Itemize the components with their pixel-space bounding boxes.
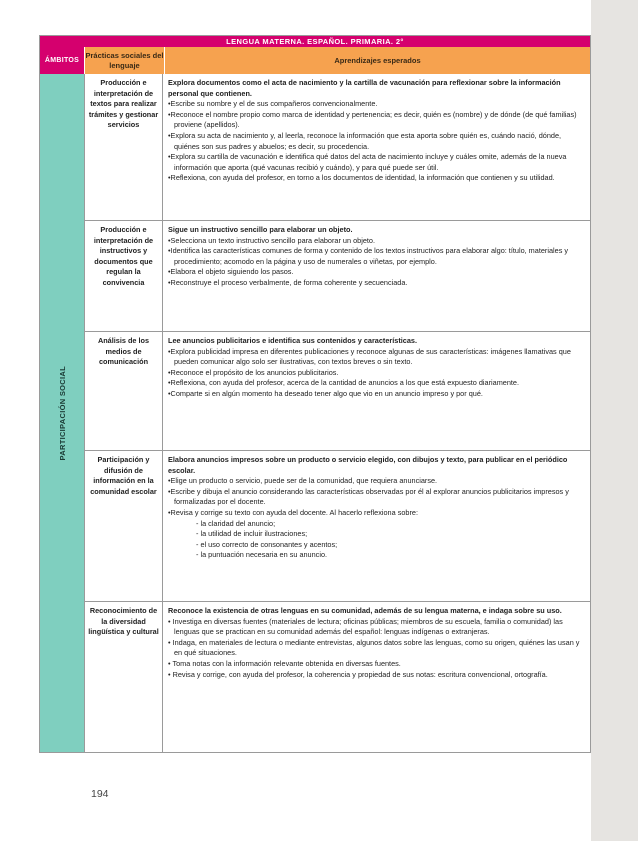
aprendizaje-item: • Revisa y corrige, con ayuda del profesor, la coherencia y propiedad de sus notas: escritura convencional, ortografía. — [168, 669, 548, 679]
aprendizaje-item: •Elige un producto o servicio, puede ser de la comunidad, que requiera anunciarse. — [168, 476, 438, 486]
table-header-row — [40, 47, 590, 74]
practica-cell: Reconocimiento de la diversidad lingüística y cultural — [85, 602, 163, 752]
page-number: 194 — [91, 788, 109, 800]
aprendizaje-item: •Elabora el objeto siguiendo los pasos. — [168, 267, 294, 277]
table-title: LENGUA MATERNA. ESPAÑOL. PRIMARIA. 2° — [40, 36, 590, 47]
aprendizaje-item: •Escribe y dibuja el anuncio considerando las características observadas por él al explorar anuncios publicitarios impresos y formalizadas por el docente. — [168, 486, 569, 507]
aprendizaje-item: • Indaga, en materiales de lectura o mediante entrevistas, algunos datos sobre las lenguas, como su origen, quiénes las usan y en qué situaciones. — [168, 637, 580, 658]
curriculum-table — [39, 35, 591, 753]
header-ambitos: ÁMBITOS — [40, 47, 84, 74]
aprendizaje-item: •Identifica las características comunes de forma y contenido de los textos instructivos para elaborar algo: título, materiales y procedimiento; acomodo en la página y uso de numerales o viñetas, por ejemplo. — [168, 246, 569, 266]
aprendizaje-lead: Reconoce la existencia de otras lenguas en su comunidad, además de su lengua materna, e indaga sobre su uso. — [168, 606, 562, 615]
header-aprendizajes: Aprendizajes esperados — [164, 47, 590, 74]
table-row — [85, 602, 590, 752]
aprendizaje-item: •Reflexiona, con ayuda del profesor, acerca de la cantidad de anuncios a los que está expuesto diariamente. — [168, 378, 520, 388]
aprendizaje-subitem: - la puntuación necesaria en su anuncio. — [196, 550, 328, 560]
aprendizaje-item: •Explora su cartilla de vacunación e identifica qué datos del acta de nacimiento incluye y cuáles omite, además de la nueva información que aporta (qué vacunas recibió y cuándo), y para qué puede ser útil. — [168, 152, 567, 172]
aprendizaje-lead: Elabora anuncios impresos sobre un producto o servicio elegido, con dibujos y texto, para publicar en el periódico escolar. — [168, 455, 568, 475]
aprendizaje-item: •Comparte si en algún momento ha deseado tener algo que vio en un anuncio impreso y por qué. — [168, 388, 483, 398]
aprendizaje-subitem: - el uso correcto de consonantes y acentos; — [196, 539, 338, 549]
aprendizaje-item: •Selecciona un texto instructivo sencillo para elaborar un objeto. — [168, 235, 375, 245]
aprendizaje-item: •Explora su acta de nacimiento y, al leerla, reconoce la información que esta aporta sobre quién es, cuándo nació, dónde, quiénes son sus padres y abuelos; es decir, su procedencia. — [168, 130, 562, 151]
aprendizaje-item: •Revisa y corrige su texto con ayuda del docente. Al hacerlo reflexiona sobre: — [168, 507, 418, 517]
table-rows — [85, 74, 590, 752]
aprendizaje-subitem: - la claridad del anuncio; — [196, 518, 276, 528]
aprendizaje-cell — [163, 221, 590, 331]
practica-cell: Análisis de los medios de comunicación — [85, 332, 163, 450]
practica-cell: Producción e interpretación de instructivos y documentos que regulan la convivencia — [85, 221, 163, 331]
aprendizaje-lead: Sigue un instructivo sencillo para elaborar un objeto. — [168, 225, 353, 234]
aprendizaje-item: •Reconstruye el proceso verbalmente, de forma coherente y secuenciada. — [168, 277, 408, 287]
side-margin-strip — [591, 0, 638, 841]
aprendizaje-cell — [163, 74, 590, 220]
table-row — [85, 221, 590, 332]
aprendizaje-item: • Investiga en diversas fuentes (materiales de lectura; oficinas públicas; miembros de su escuela, familia o comunidad) las lenguas que se practican en su comunidad además del español: lenguas indígenas o extranjeras. — [168, 616, 563, 637]
table-row — [85, 451, 590, 602]
aprendizaje-item: •Reflexiona, con ayuda del profesor, en torno a los documentos de identidad, la información que contienen y su utilidad. — [168, 173, 555, 183]
ambito-column — [40, 74, 85, 752]
aprendizaje-item: •Reconoce el propósito de los anuncios publicitarios. — [168, 367, 339, 377]
table-row — [85, 332, 590, 451]
table-body — [40, 74, 590, 752]
aprendizaje-subitem: - la utilidad de incluir ilustraciones; — [196, 529, 308, 539]
header-practicas: Prácticas sociales del lenguaje — [84, 47, 164, 74]
aprendizaje-cell — [163, 602, 590, 752]
table-row — [85, 74, 590, 221]
practica-cell: Producción e interpretación de textos para realizar trámites y gestionar servicios — [85, 74, 163, 220]
aprendizaje-lead: Lee anuncios publicitarios e identifica sus contenidos y características. — [168, 336, 417, 345]
aprendizaje-cell — [163, 451, 590, 601]
aprendizaje-cell — [163, 332, 590, 450]
ambito-label: PARTICIPACIÓN SOCIAL — [57, 365, 67, 461]
practica-cell: Participación y difusión de información en la comunidad escolar — [85, 451, 163, 601]
aprendizaje-lead: Explora documentos como el acta de nacimiento y la cartilla de vacunación para reflexionar sobre la información personal que contienen. — [168, 78, 561, 98]
aprendizaje-item: •Reconoce el nombre propio como marca de identidad y pertenencia; es decir, quién es (nombre) y de dónde (de qué familias) proviene (apellidos). — [168, 109, 577, 130]
aprendizaje-item: • Toma notas con la información relevante obtenida en diversas fuentes. — [168, 658, 401, 668]
aprendizaje-item: •Escribe su nombre y el de sus compañeros convencionalmente. — [168, 99, 378, 109]
aprendizaje-item: •Explora publicidad impresa en diferentes publicaciones y reconoce algunas de sus características: imágenes llamativas que pueden comunicar algo solo ser ilustrativas, con textos breves o sin texto. — [168, 346, 571, 367]
